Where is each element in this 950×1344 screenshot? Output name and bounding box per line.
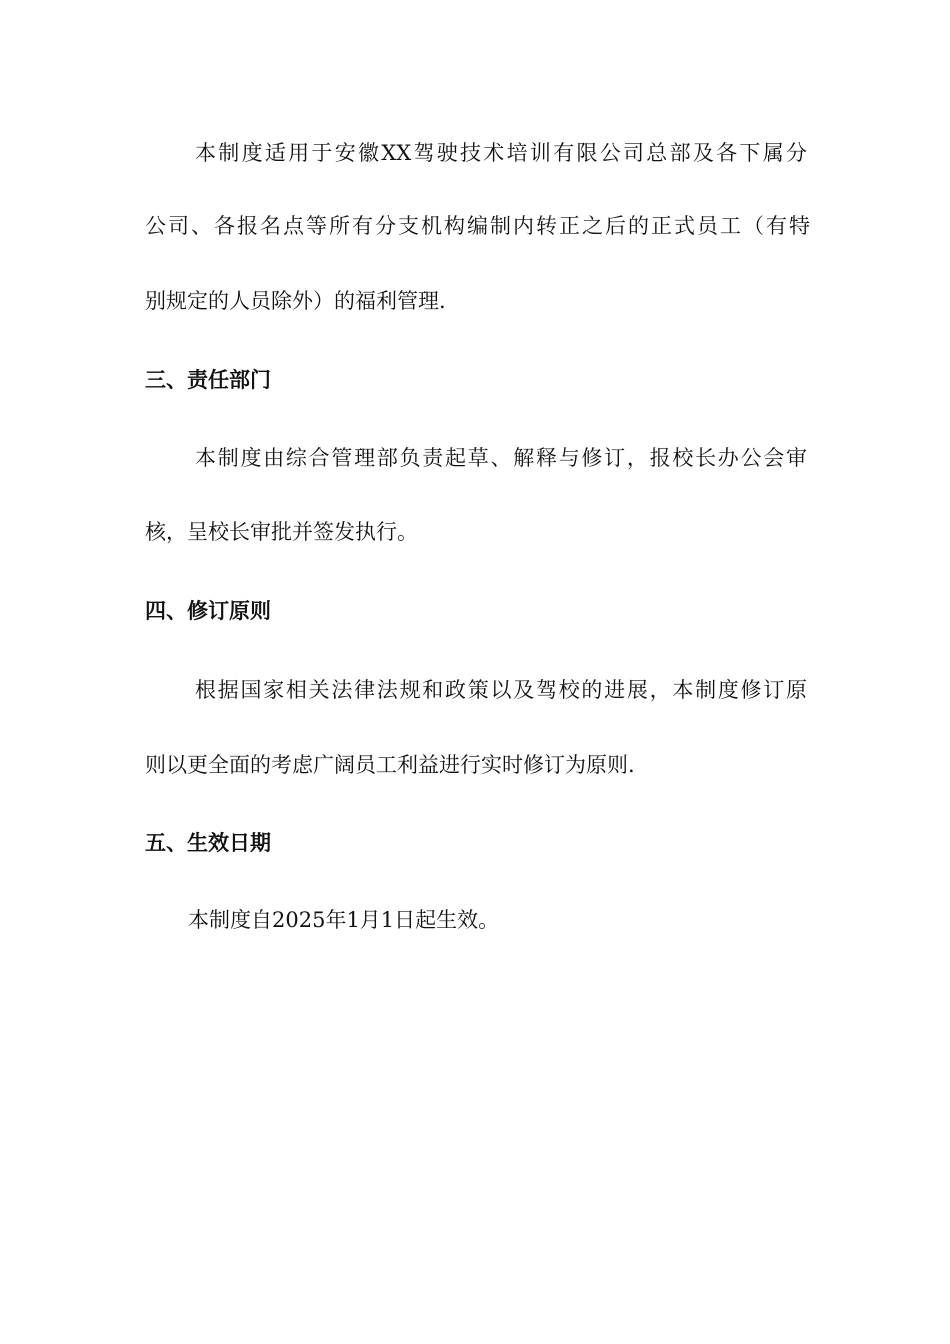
scope-paragraph-line-2: 公司、各报名点等所有分支机构编制内转正之后的正式员工（有特 bbox=[145, 214, 810, 238]
section-five-heading: 五、生效日期 bbox=[145, 831, 271, 855]
section-three-line-1: 本制度由综合管理部负责起草、解释与修订，报校长办公会审 bbox=[195, 446, 807, 470]
scope-paragraph-line-1: 本制度适用于安徽XX驾驶技术培训有限公司总部及各下属分 bbox=[195, 141, 807, 165]
section-four-heading: 四、修订原则 bbox=[145, 599, 271, 623]
scope-paragraph-line-3: 别规定的人员除外）的福利管理. bbox=[145, 289, 446, 313]
section-three-heading: 三、责任部门 bbox=[145, 368, 271, 392]
section-four-line-1: 根据国家相关法律法规和政策以及驾校的进展，本制度修订原 bbox=[195, 678, 807, 702]
section-three-line-2: 核，呈校长审批并签发执行。 bbox=[145, 520, 418, 544]
section-four-line-2: 则以更全面的考虑广阔员工利益进行实时修订为原则. bbox=[145, 753, 635, 777]
effective-date-text: 本制度自2025年1月1日起生效。 bbox=[188, 908, 500, 932]
